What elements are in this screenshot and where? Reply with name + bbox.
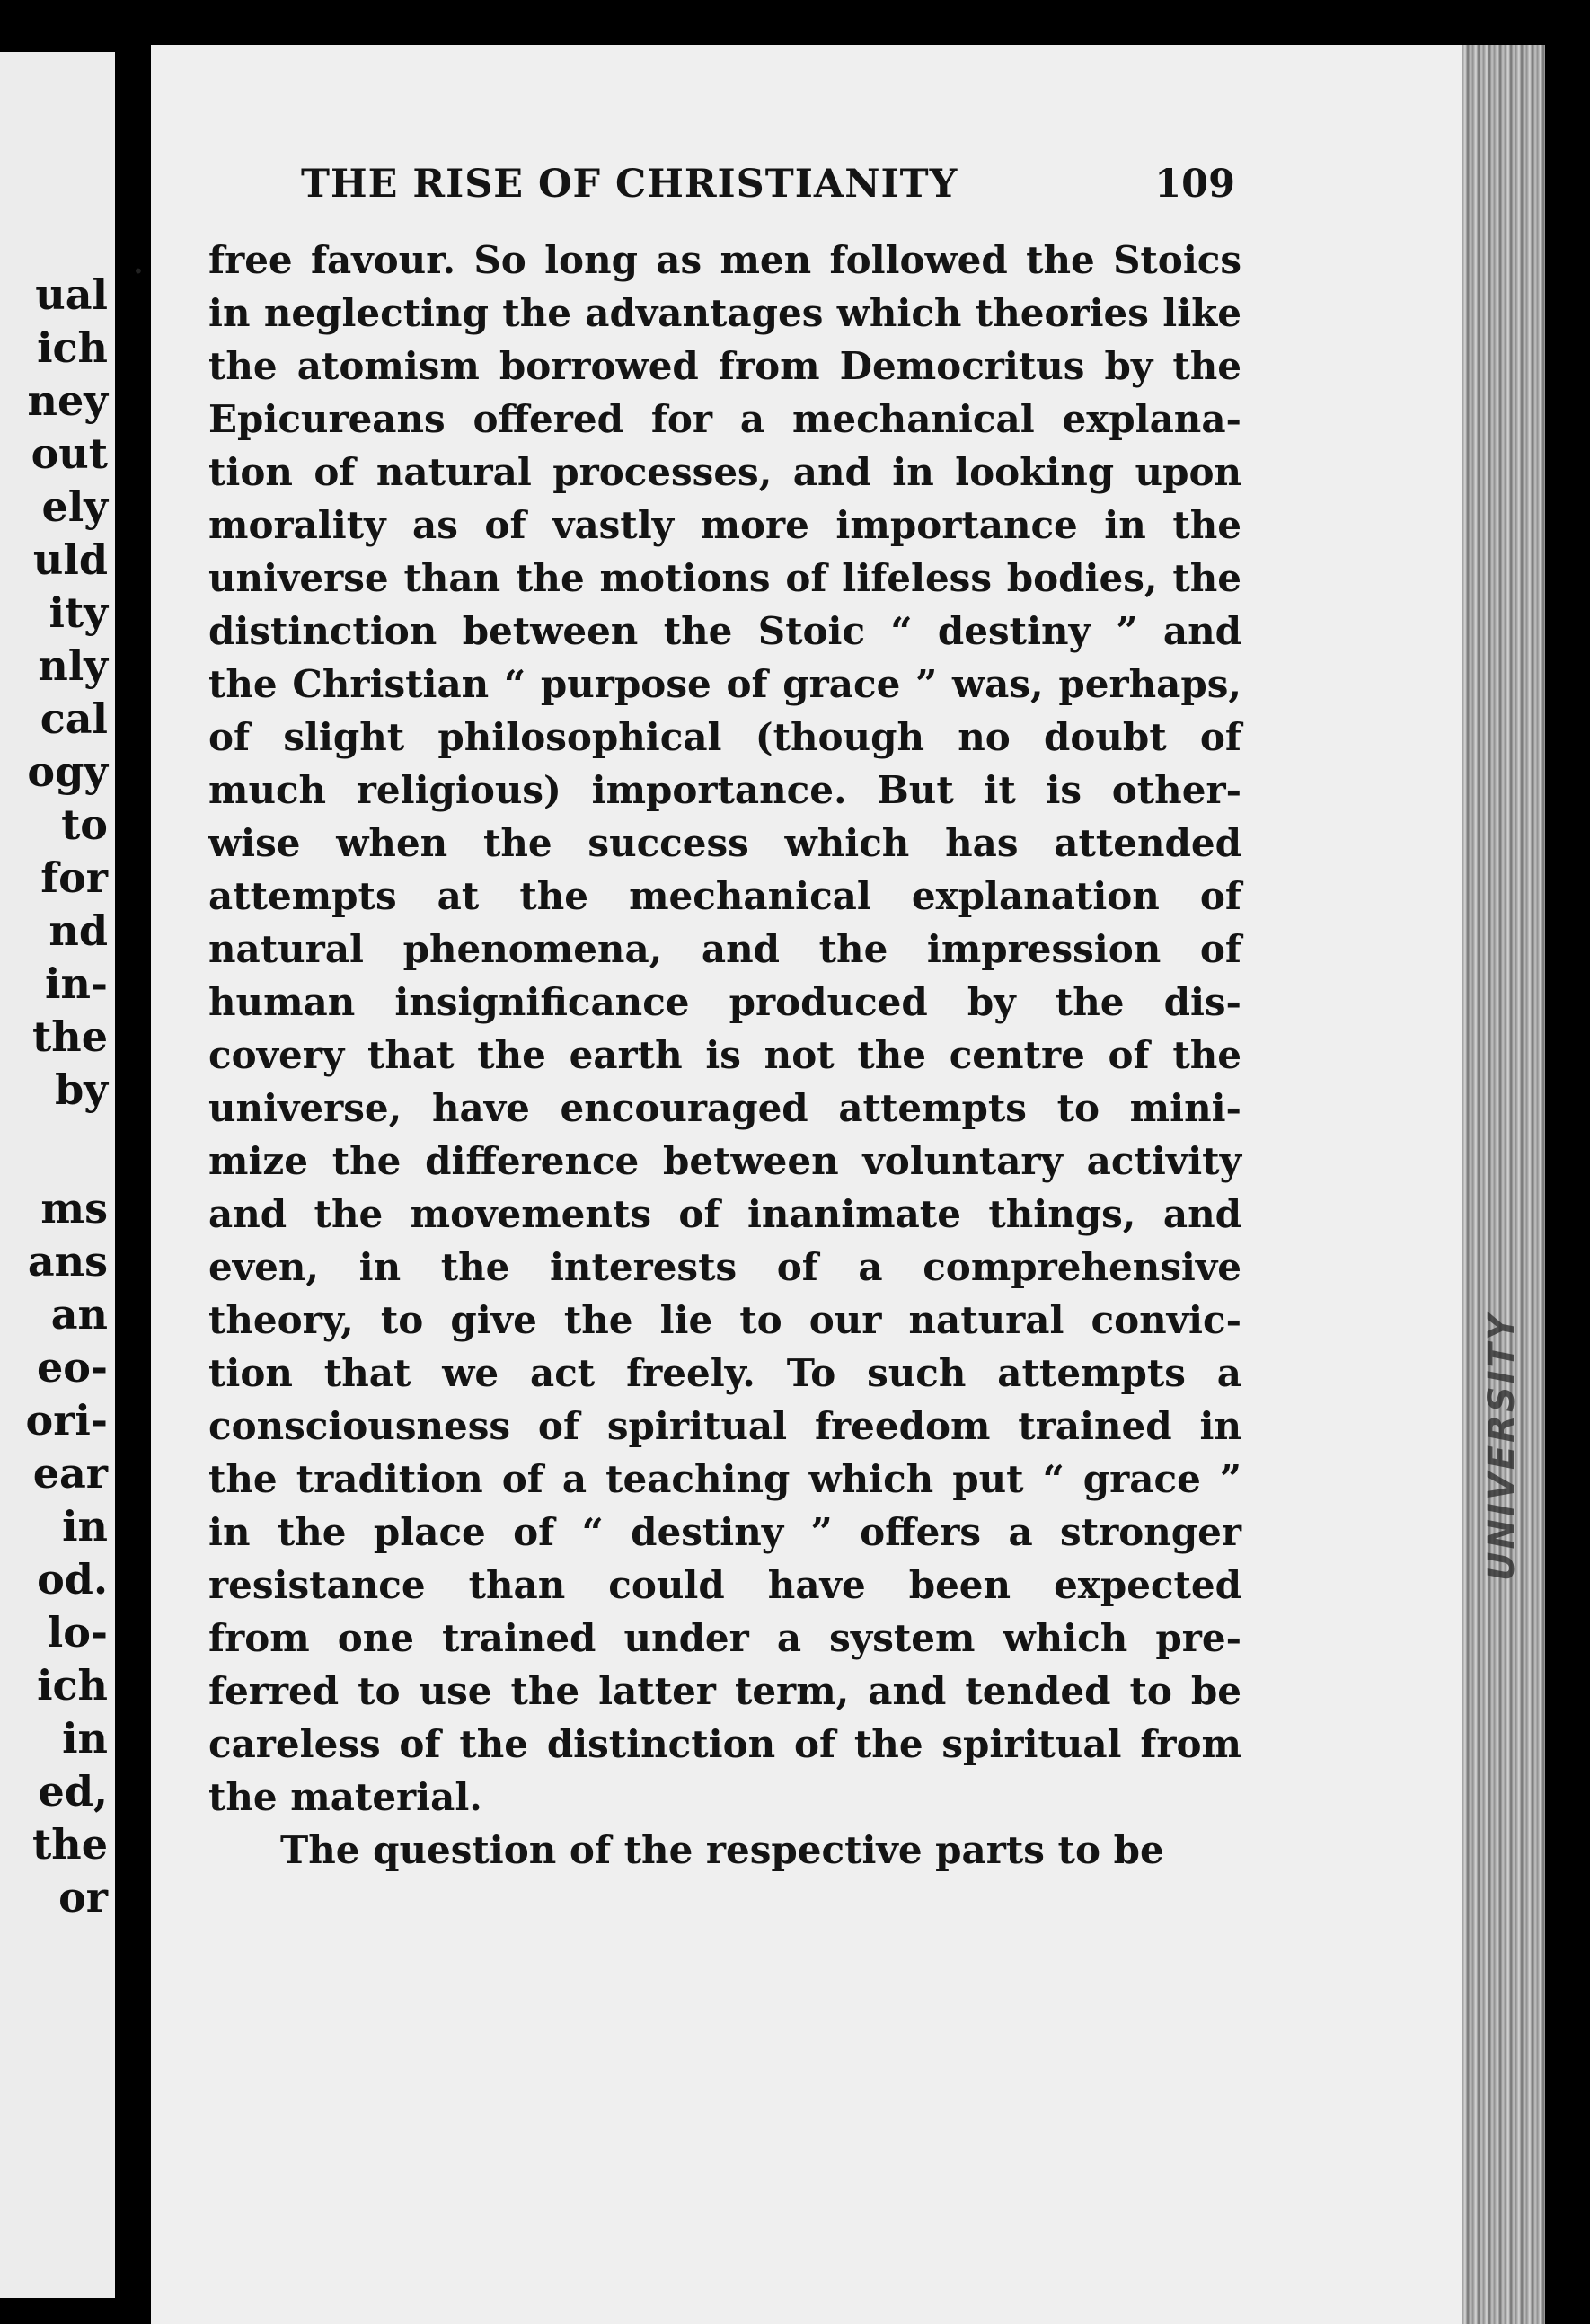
facing-page-fragment: ich bbox=[37, 1661, 108, 1710]
facing-page-fragment: in bbox=[62, 1714, 108, 1763]
body-line: even, in the interests of a comprehensive bbox=[208, 1245, 1241, 1289]
body-line: of slight philosophical (though no doubt of bbox=[208, 715, 1241, 759]
body-line: natural phenomena, and the impression of bbox=[208, 927, 1241, 971]
facing-page-fragment: to bbox=[61, 800, 108, 849]
facing-page-fragment: lo- bbox=[47, 1608, 108, 1657]
body-line: universe, have encouraged attempts to mini- bbox=[208, 1086, 1241, 1130]
body-line: much religious) importance. But it is other- bbox=[208, 768, 1241, 812]
facing-page-fragment: ori- bbox=[25, 1396, 108, 1445]
facing-page-fragment: nd bbox=[49, 906, 108, 955]
body-line: theory, to give the lie to our natural convic- bbox=[208, 1298, 1241, 1342]
facing-page-fragment: ely bbox=[41, 482, 108, 531]
body-line: from one trained under a system which pre- bbox=[208, 1616, 1241, 1660]
body-line: and the movements of inanimate things, and bbox=[208, 1192, 1241, 1236]
body-line: universe than the motions of lifeless bodies, the bbox=[208, 556, 1241, 600]
body-line: wise when the success which has attended bbox=[208, 821, 1241, 865]
body-line: Epicureans offered for a mechanical explana- bbox=[208, 397, 1241, 441]
body-line: tion of natural processes, and in looking upon bbox=[208, 450, 1241, 494]
facing-page-fragment: in- bbox=[44, 959, 108, 1008]
facing-page-fragment: an bbox=[50, 1290, 108, 1339]
facing-page-fragment: out bbox=[31, 429, 108, 478]
facing-page-fragment: cal bbox=[40, 694, 108, 743]
margin-mark: • bbox=[133, 261, 144, 282]
body-line: morality as of vastly more importance in the bbox=[208, 503, 1241, 547]
facing-page-fragment: ms bbox=[40, 1184, 108, 1233]
body-line: mize the difference between voluntary activity bbox=[208, 1139, 1241, 1183]
facing-page-fragment: od. bbox=[37, 1555, 108, 1604]
facing-page-fragment: ich bbox=[37, 323, 108, 372]
edge-stamp bbox=[1466, 1240, 1538, 1653]
body-line: consciousness of spiritual freedom trained in bbox=[208, 1404, 1241, 1448]
page-number: 109 bbox=[1154, 162, 1235, 207]
body-line: covery that the earth is not the centre of the bbox=[208, 1033, 1241, 1077]
facing-page-fragment: ity bbox=[49, 588, 108, 637]
body-line: ferred to use the latter term, and tended to be bbox=[208, 1669, 1241, 1713]
scan-border bbox=[1545, 0, 1590, 2324]
facing-page-fragment: the bbox=[32, 1820, 108, 1869]
body-line: in neglecting the advantages which theories like bbox=[208, 291, 1241, 335]
running-header-title: THE RISE OF CHRISTIANITY bbox=[301, 162, 958, 207]
book-gutter bbox=[115, 52, 151, 2324]
body-line: The question of the respective parts to be bbox=[280, 1828, 1164, 1872]
book-edge bbox=[1462, 45, 1545, 2324]
body-line: the material. bbox=[208, 1775, 482, 1819]
facing-page-fragment: uld bbox=[32, 535, 108, 584]
facing-page-fragment: ed, bbox=[38, 1767, 108, 1816]
facing-page-fragment: eo- bbox=[36, 1343, 108, 1392]
running-header bbox=[301, 162, 1235, 216]
body-line: free favour. So long as men followed the Stoics bbox=[208, 238, 1241, 282]
facing-page-fragment: by bbox=[55, 1065, 108, 1114]
facing-page-fragment: ney bbox=[27, 376, 108, 425]
body-line: tion that we act freely. To such attempts a bbox=[208, 1351, 1241, 1395]
facing-page-fragment: ogy bbox=[27, 747, 108, 796]
facing-page-fragment: ans bbox=[27, 1237, 108, 1286]
facing-page-fragment: the bbox=[32, 1012, 108, 1061]
body-line: human insignificance produced by the dis- bbox=[208, 980, 1241, 1024]
body-line: distinction between the Stoic “ destiny ” and bbox=[208, 609, 1241, 653]
facing-page-fragment: ear bbox=[32, 1449, 108, 1498]
body-line: careless of the distinction of the spiritual from bbox=[208, 1722, 1241, 1766]
facing-page-fragment: in bbox=[62, 1502, 108, 1551]
facing-page-fragment: nly bbox=[38, 641, 108, 690]
facing-page-fragment: for bbox=[40, 853, 108, 902]
body-line: the Christian “ purpose of grace ” was, perhaps, bbox=[208, 662, 1241, 706]
body-line: the atomism borrowed from Democritus by the bbox=[208, 344, 1241, 388]
body-line: in the place of “ destiny ” offers a stronger bbox=[208, 1510, 1241, 1554]
body-line: the tradition of a teaching which put “ grace ” bbox=[208, 1457, 1241, 1501]
facing-page-fragment: or bbox=[58, 1873, 108, 1922]
body-line: resistance than could have been expected bbox=[208, 1563, 1241, 1607]
edge-stamp-text: UNIVERSITY bbox=[1481, 1312, 1523, 1581]
body-line: attempts at the mechanical explanation of bbox=[208, 874, 1241, 918]
facing-page-fragment: ual bbox=[35, 270, 108, 319]
